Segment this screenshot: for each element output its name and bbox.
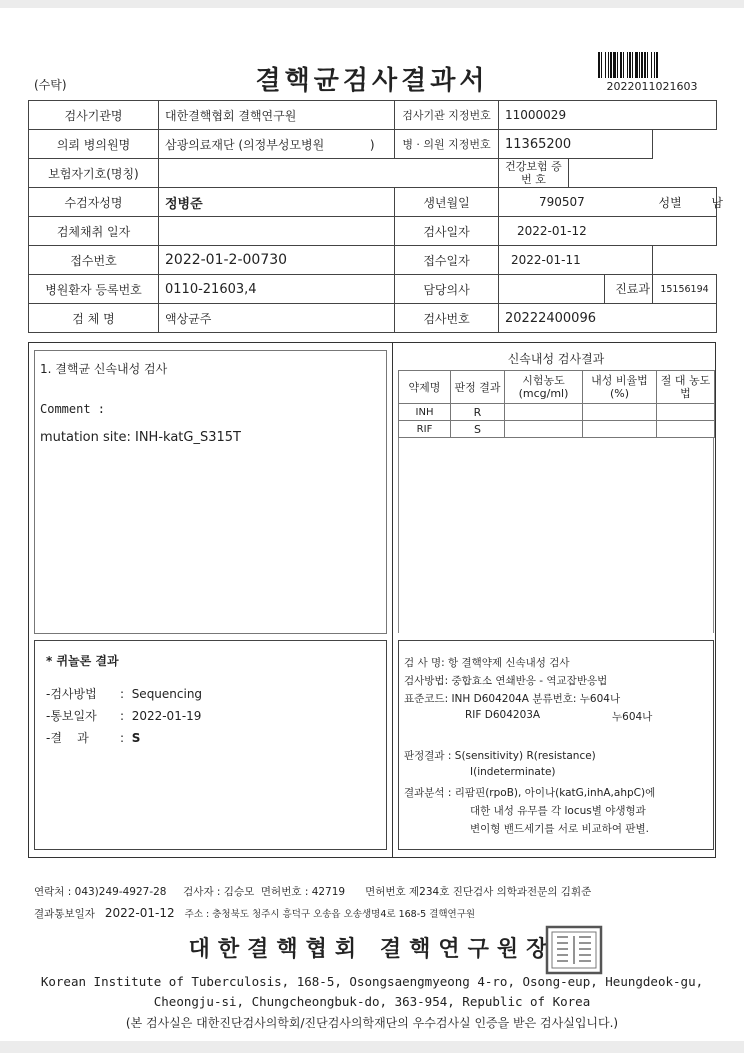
column-header: 내성 비율법(%) bbox=[583, 371, 657, 404]
page-bottom-border bbox=[0, 1041, 744, 1053]
patient-name-value: 정병준 bbox=[159, 188, 395, 217]
registration-number-value: 0110-21603,4 bbox=[159, 275, 395, 304]
doctor-label: 담당의사 bbox=[395, 275, 499, 304]
test-name: 1. 결핵균 신속내성 검사 bbox=[40, 362, 168, 376]
quinolone-title: * 퀴놀론 결과 bbox=[46, 654, 119, 668]
hospital-value-paren: ) bbox=[369, 137, 375, 152]
table-row bbox=[29, 246, 717, 275]
test-comment-panel bbox=[34, 350, 387, 634]
dob-value: 790507 bbox=[499, 188, 653, 217]
institution-value: 대한결핵협회 결핵연구원 bbox=[159, 101, 395, 130]
column-header: 약제명 bbox=[399, 371, 451, 404]
method-line: RIF D604203A bbox=[465, 709, 541, 721]
contact-line: 연락처 : 043)249-4927-28 검사자 : 김승모 면허번호 : 42719 면허번호 제234호 진단검사 의학과전문의 김휘준 bbox=[34, 886, 592, 898]
patient-info-table bbox=[28, 100, 723, 333]
receipt-number-label: 접수번호 bbox=[29, 246, 159, 275]
method-line: I(indeterminate) bbox=[470, 766, 556, 778]
table-header-row bbox=[399, 371, 715, 404]
drug-result: S bbox=[451, 421, 505, 438]
collection-date-label: 검체채취 일자 bbox=[29, 217, 159, 246]
dob-label: 생년월일 bbox=[395, 188, 499, 217]
table-row bbox=[399, 421, 715, 438]
hospital-label: 의뢰 병의원명 bbox=[29, 130, 159, 159]
method-line: 대한 내성 유무를 각 locus별 야생형과 bbox=[470, 805, 646, 817]
method-line: 결과분석 : 리팜핀(rpoB), 아이나(katG,inhA,ahpC)에 bbox=[404, 787, 656, 799]
address-english-line-2: Cheongju-si, Chungcheongbuk-do, 363-954, Republic of Korea bbox=[153, 994, 591, 1009]
sex-label: 성별 bbox=[658, 195, 682, 210]
doctor-dept-cell bbox=[499, 275, 653, 304]
test-date-value: 2022-01-12 bbox=[499, 217, 717, 246]
method-info-panel bbox=[398, 640, 714, 850]
method-line: 표준코드: INH D604204A 분류번호: 누604나 bbox=[404, 693, 621, 705]
rapid-results-title: 신속내성 검사결과 bbox=[507, 352, 605, 366]
specimen-value: 액상균주 bbox=[159, 304, 395, 333]
official-seal-icon bbox=[544, 924, 604, 976]
registration-number-label: 병원환자 등록번호 bbox=[29, 275, 159, 304]
hospital-code-label: 병 · 의원 지정번호 bbox=[395, 130, 499, 159]
insurer-value bbox=[159, 159, 499, 188]
table-row bbox=[29, 159, 717, 188]
specimen-label: 검 체 명 bbox=[29, 304, 159, 333]
patient-name-label: 수검자성명 bbox=[29, 188, 159, 217]
comment-label: Comment : bbox=[40, 402, 106, 416]
hospital-value: 삼광의료재단 (의정부성모병원 bbox=[165, 137, 325, 152]
receipt-date-value: 2022-01-11 bbox=[499, 246, 653, 275]
table-row bbox=[29, 188, 717, 217]
page-top-border bbox=[0, 0, 744, 8]
drug-name: INH bbox=[399, 404, 451, 421]
test-date-label: 검사일자 bbox=[395, 217, 499, 246]
barcode-image bbox=[598, 52, 702, 82]
institution-code-label: 검사기관 지정번호 bbox=[395, 101, 499, 130]
method-line: 검사방법: 중합효소 연쇄반응 - 역교잡반응법 bbox=[404, 675, 608, 687]
rapid-results-table bbox=[398, 370, 715, 438]
mutation-site: mutation site: INH-katG_S315T bbox=[40, 430, 241, 445]
quinolone-notify-value: 2022-01-19 bbox=[131, 709, 202, 723]
sex-cell bbox=[653, 188, 723, 217]
table-row bbox=[29, 217, 717, 246]
test-number-value: 20222400096 bbox=[499, 304, 717, 333]
receipt-number-value: 2022-01-2-00730 bbox=[159, 246, 395, 275]
issuer-signature: 대한결핵협회 결핵연구원장 bbox=[188, 936, 556, 962]
sex-value: 남 bbox=[711, 195, 723, 210]
copy-type-label: (수탁) bbox=[34, 78, 67, 92]
address-kr: 주소 : 충청북도 청주시 흥덕구 오송읍 오송생명4로 168-5 결핵연구원 bbox=[184, 909, 476, 920]
quinolone-result-value: S bbox=[131, 731, 141, 745]
quinolone-result-row: -결 과 : S bbox=[46, 731, 141, 745]
report-date-value: 2022-01-12 bbox=[104, 906, 175, 920]
method-line: 검 사 명: 항 결핵약제 신속내성 검사 bbox=[404, 657, 570, 669]
table-row bbox=[29, 304, 717, 333]
table-row bbox=[29, 101, 717, 130]
document-title: 결핵균검사결과서 bbox=[255, 66, 489, 96]
insurance-number-label: 건강보험 증 번 호 bbox=[499, 159, 569, 188]
certification-note: (본 검사실은 대한진단검사의학회/진단검사의학재단의 우수검사실 인증을 받은 검사실입니다.) bbox=[125, 1016, 619, 1030]
quinolone-notify-label: -통보일자 bbox=[46, 709, 97, 723]
quinolone-result-label: -결 과 bbox=[46, 731, 89, 745]
column-header: 절 대 농도법 bbox=[657, 371, 715, 404]
table-row bbox=[399, 404, 715, 421]
method-line: 누604나 bbox=[612, 711, 653, 723]
test-number-label: 검사번호 bbox=[395, 304, 499, 333]
hospital-code-value: 11365200 bbox=[499, 130, 653, 159]
insurer-label: 보험자기호(명칭) bbox=[29, 159, 159, 188]
institution-code-value: 11000029 bbox=[499, 101, 717, 130]
report-date-label: 결과통보일자 bbox=[34, 908, 95, 920]
insurance-number-value bbox=[569, 159, 653, 188]
barcode-number: 2022011021603 bbox=[606, 80, 698, 93]
result-divider bbox=[392, 342, 393, 858]
address-english-line-1: Korean Institute of Tuberculosis, 168-5, Osongsaengmyeong 4-ro, Osong-eup, Heungdeok-gu, bbox=[40, 974, 704, 989]
report-date-row bbox=[34, 906, 475, 921]
table-row bbox=[29, 275, 717, 304]
hospital-value-cell bbox=[159, 130, 395, 159]
institution-label: 검사기관명 bbox=[29, 101, 159, 130]
department-label: 진료과 bbox=[604, 275, 650, 303]
quinolone-method-label: -검사방법 bbox=[46, 687, 97, 701]
method-line: 판정결과 : S(sensitivity) R(resistance) bbox=[404, 750, 596, 762]
drug-result: R bbox=[451, 404, 505, 421]
receipt-date-label: 접수일자 bbox=[395, 246, 499, 275]
results-table-column-lines bbox=[398, 438, 714, 633]
quinolone-method-value: Sequencing bbox=[131, 687, 203, 701]
table-row bbox=[29, 130, 717, 159]
column-header: 판정 결과 bbox=[451, 371, 505, 404]
collection-date-value bbox=[159, 217, 395, 246]
column-header: 시험농도 (mcg/ml) bbox=[505, 371, 583, 404]
quinolone-method-row: -검사방법 : Sequencing bbox=[46, 687, 203, 701]
quinolone-notify-row: -통보일자 : 2022-01-19 bbox=[46, 709, 202, 723]
department-value: 15156194 bbox=[653, 275, 717, 304]
drug-name: RIF bbox=[399, 421, 451, 438]
method-line: 변이형 밴드세기를 서로 비교하여 판별. bbox=[470, 823, 649, 835]
